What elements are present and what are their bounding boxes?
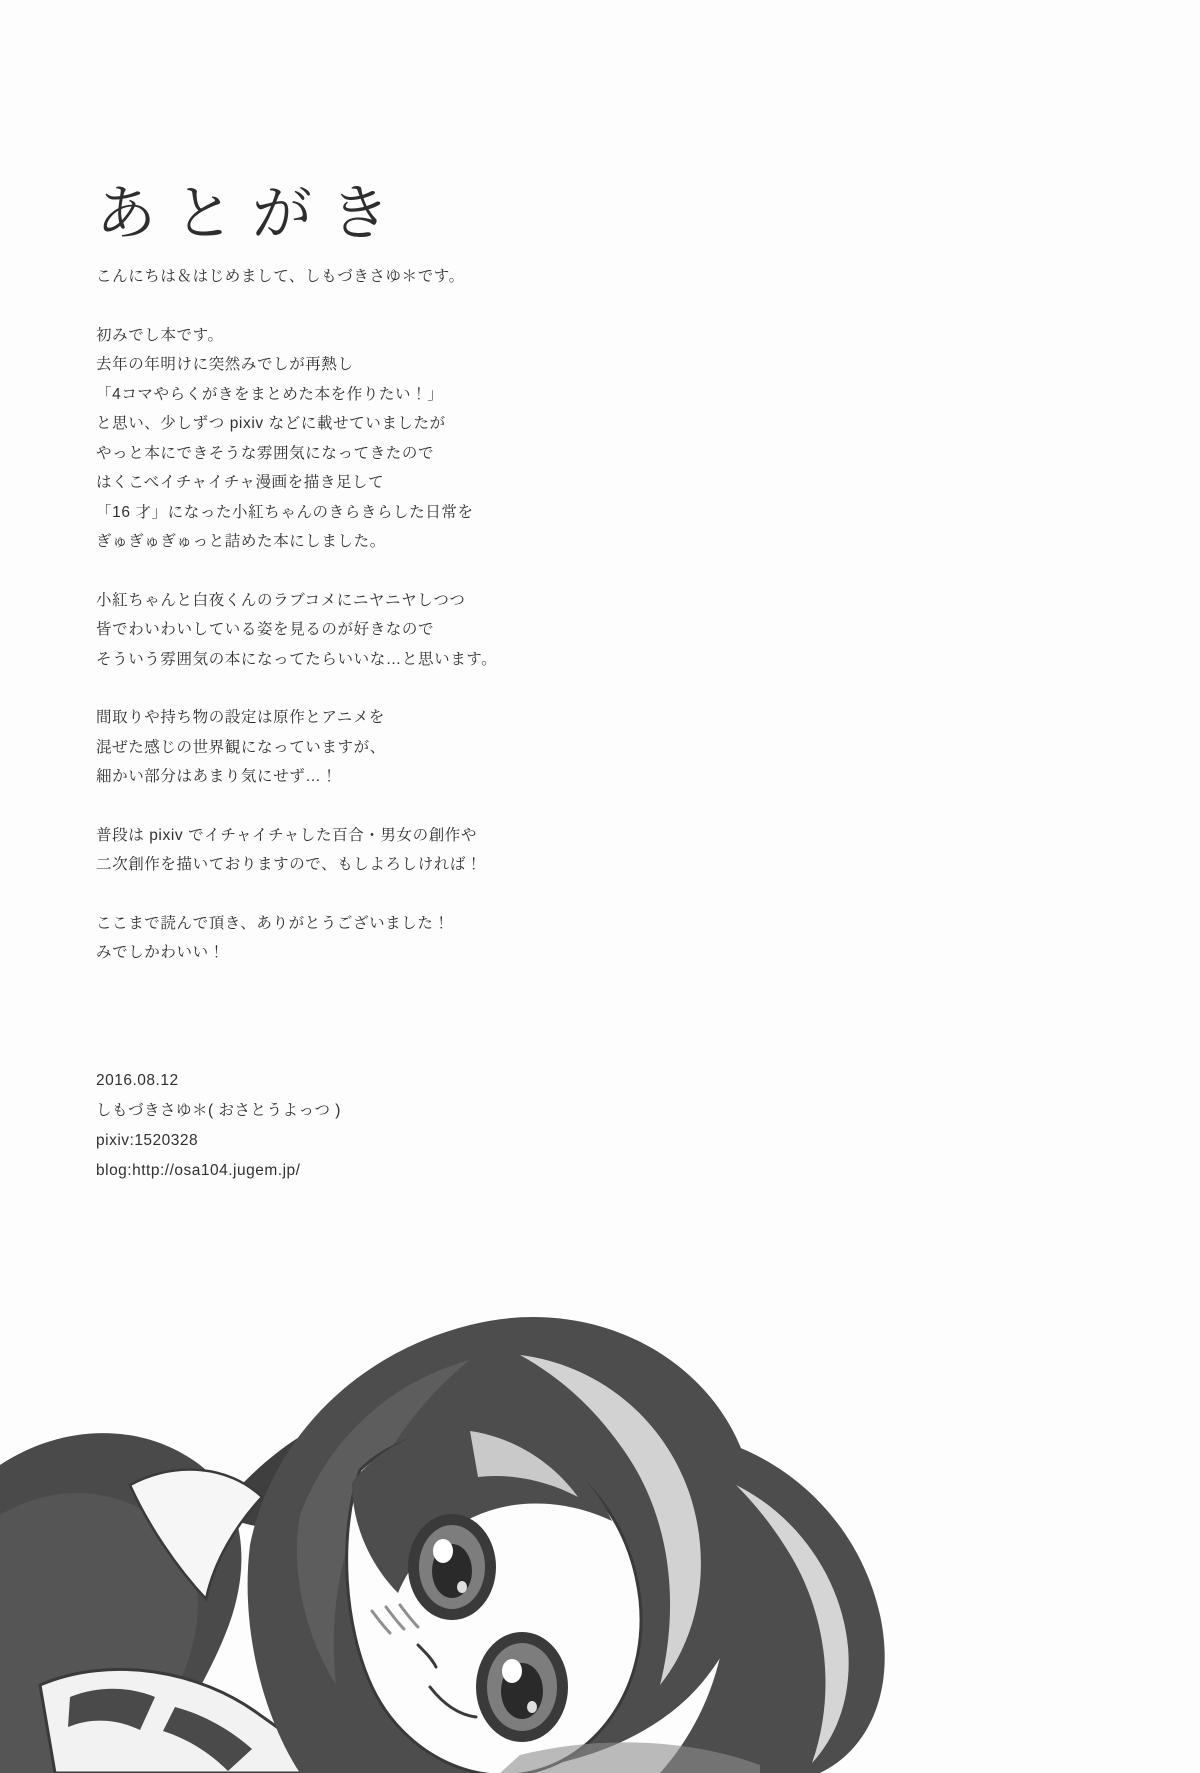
text-line: と思い、少しずつ pixiv などに載せていましたが	[96, 415, 446, 432]
afterword-body	[96, 262, 796, 997]
paragraph-setting	[96, 703, 796, 792]
text-line: 去年の年明けに突然みでしが再熱し	[96, 356, 354, 373]
text-line: みでしかわいい！	[96, 944, 225, 961]
text-line: やっと本にできそうな雰囲気になってきたので	[96, 444, 435, 462]
girl-illustration-svg	[0, 1215, 1200, 1773]
text-line: ぎゅぎゅぎゅっと詰めた本にしました。	[96, 533, 386, 550]
text-line: 「4コマやらくがきをまとめた本を作りたい！」	[96, 385, 444, 403]
text-line: 初みでし本です。	[96, 326, 224, 344]
text-line: ここまで読んで頂き、ありがとうございました！	[96, 914, 450, 932]
illustration	[0, 1215, 1200, 1773]
text-line: そういう雰囲気の本になってたらいいな…と思います。	[96, 650, 498, 668]
pixiv-id: pixiv:1520328	[96, 1132, 199, 1149]
author-name: しもづきさゆ＊( おさとうよっつ )	[96, 1102, 341, 1119]
text-line: 二次創作を描いておりますので、もしよろしければ！	[96, 856, 483, 873]
text-line: 普段は pixiv でイチャイチャした百合・男女の創作や	[96, 826, 477, 844]
blog-url[interactable]: blog:http://osa104.jugem.jp/	[96, 1162, 301, 1179]
text-line: 小紅ちゃんと白夜くんのラブコメにニヤニヤしつつ	[96, 591, 466, 609]
paragraph-about-book	[96, 321, 796, 557]
eye-left	[408, 1514, 496, 1620]
signature-block	[96, 1066, 341, 1186]
text-line: 混ぜた感じの世界観になっていますが、	[96, 738, 386, 756]
text-line: こんにちは＆はじめまして、しもづきさゆ＊です。	[96, 268, 465, 285]
paragraph-greeting	[96, 262, 796, 292]
paragraph-usual-works	[96, 821, 796, 880]
text-line: 「16 才」になった小紅ちゃんのきらきらした日常を	[96, 503, 474, 521]
eye-right	[476, 1632, 568, 1742]
text-line: 間取りや持ち物の設定は原作とアニメを	[96, 709, 386, 726]
paragraph-thanks	[96, 909, 796, 968]
text-line: 皆でわいわいしている姿を見るのが好きなので	[96, 621, 435, 638]
publication-date: 2016.08.12	[96, 1072, 179, 1089]
paragraph-lovecome	[96, 586, 796, 675]
text-line: はくこべイチャイチャ漫画を描き足して	[96, 474, 385, 491]
text-line: 細かい部分はあまり気にせず…！	[96, 768, 338, 785]
page-title: あとがき	[96, 179, 408, 250]
